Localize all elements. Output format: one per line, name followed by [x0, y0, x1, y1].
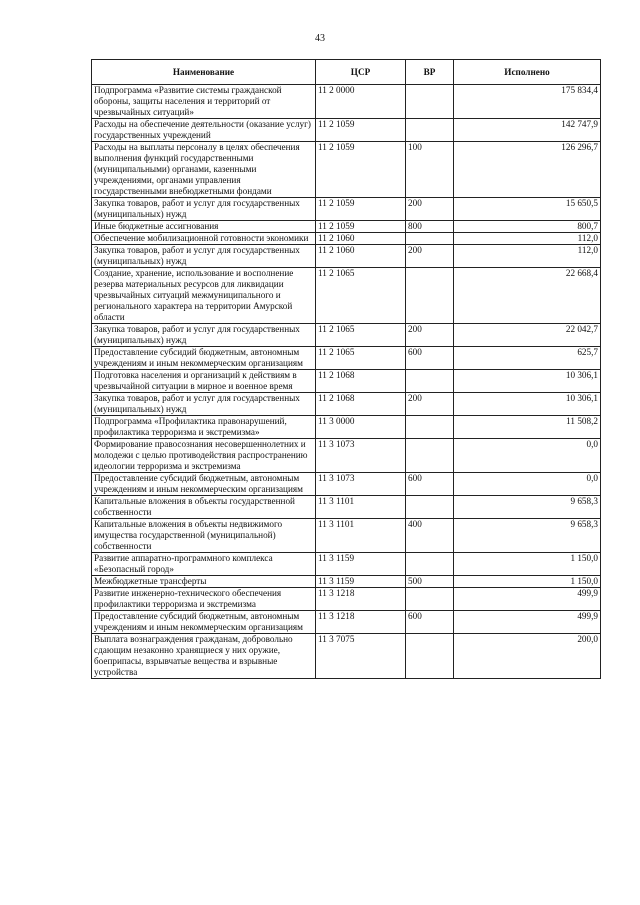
table-row — [92, 553, 601, 576]
header-vr: ВР — [406, 60, 454, 85]
row-name: Обеспечение мобилизационной готовности экономики — [92, 233, 316, 245]
row-vr — [406, 268, 454, 324]
row-amount: 499,9 — [454, 611, 601, 634]
row-code: 11 3 1101 — [316, 519, 406, 553]
row-name: Предоставление субсидий бюджетным, автономным учреждениям и иным некоммерческим организациям — [92, 347, 316, 370]
row-amount: 499,9 — [454, 588, 601, 611]
row-name: Подпрограмма «Профилактика правонарушений, профилактика терроризма и экстремизма» — [92, 416, 316, 439]
row-amount: 9 658,3 — [454, 519, 601, 553]
row-amount: 10 306,1 — [454, 393, 601, 416]
table-row — [92, 393, 601, 416]
table-row — [92, 119, 601, 142]
table-row — [92, 439, 601, 473]
row-code: 11 3 1159 — [316, 553, 406, 576]
row-vr: 200 — [406, 245, 454, 268]
row-amount: 126 296,7 — [454, 142, 601, 198]
row-amount: 0,0 — [454, 473, 601, 496]
row-code: 11 2 1068 — [316, 370, 406, 393]
row-code: 11 3 1218 — [316, 588, 406, 611]
row-vr — [406, 416, 454, 439]
table-row — [92, 634, 601, 679]
table-row — [92, 85, 601, 119]
row-name: Закупка товаров, работ и услуг для государственных (муниципальных) нужд — [92, 198, 316, 221]
row-amount: 1 150,0 — [454, 576, 601, 588]
row-vr: 600 — [406, 473, 454, 496]
row-name: Закупка товаров, работ и услуг для государственных (муниципальных) нужд — [92, 324, 316, 347]
table-row — [92, 588, 601, 611]
row-amount: 625,7 — [454, 347, 601, 370]
table-row — [92, 268, 601, 324]
row-name: Иные бюджетные ассигнования — [92, 221, 316, 233]
row-amount: 11 508,2 — [454, 416, 601, 439]
row-code: 11 2 1059 — [316, 221, 406, 233]
table-row — [92, 416, 601, 439]
table-header-row — [92, 60, 601, 85]
table-row — [92, 142, 601, 198]
table-row — [92, 473, 601, 496]
row-code: 11 2 1059 — [316, 142, 406, 198]
row-vr — [406, 85, 454, 119]
row-code: 11 3 0000 — [316, 416, 406, 439]
header-code: ЦСР — [316, 60, 406, 85]
row-code: 11 2 1068 — [316, 393, 406, 416]
row-vr: 100 — [406, 142, 454, 198]
row-name: Предоставление субсидий бюджетным, автономным учреждениям и иным некоммерческим организациям — [92, 473, 316, 496]
page-number: 43 — [315, 33, 325, 44]
row-name: Подпрограмма «Развитие системы гражданской обороны, защиты населения и территорий от чрезвычайных ситуаций» — [92, 85, 316, 119]
row-code: 11 3 1073 — [316, 439, 406, 473]
table-row — [92, 370, 601, 393]
row-amount: 22 668,4 — [454, 268, 601, 324]
table-row — [92, 611, 601, 634]
row-amount: 800,7 — [454, 221, 601, 233]
row-name: Создание, хранение, использование и восполнение резерва материальных ресурсов для ликвидации чрезвычайных ситуаций межмуниципального и регионального характера на территории Амурской области — [92, 268, 316, 324]
row-amount: 0,0 — [454, 439, 601, 473]
row-code: 11 2 1065 — [316, 347, 406, 370]
row-amount: 112,0 — [454, 245, 601, 268]
row-amount: 9 658,3 — [454, 496, 601, 519]
row-vr — [406, 553, 454, 576]
row-vr — [406, 439, 454, 473]
table-row — [92, 324, 601, 347]
row-code: 11 2 1060 — [316, 245, 406, 268]
row-name: Межбюджетные трансферты — [92, 576, 316, 588]
row-name: Формирование правосознания несовершеннолетних и молодежи с целью противодействия распространению идеологии терроризма и экстремизма — [92, 439, 316, 473]
row-name: Развитие аппаратно-программного комплекса «Безопасный город» — [92, 553, 316, 576]
row-code: 11 3 7075 — [316, 634, 406, 679]
row-amount: 1 150,0 — [454, 553, 601, 576]
row-vr: 400 — [406, 519, 454, 553]
row-vr — [406, 233, 454, 245]
row-vr — [406, 119, 454, 142]
table-body — [92, 85, 601, 679]
row-code: 11 2 1065 — [316, 324, 406, 347]
row-name: Расходы на выплаты персоналу в целях обеспечения выполнения функций государственными (муниципальными) органами, казенными учреждениями, органами управления государственными внебюджетными фондами — [92, 142, 316, 198]
row-code: 11 3 1159 — [316, 576, 406, 588]
row-vr: 500 — [406, 576, 454, 588]
row-code: 11 2 1059 — [316, 119, 406, 142]
row-name: Капитальные вложения в объекты государственной собственности — [92, 496, 316, 519]
row-amount: 112,0 — [454, 233, 601, 245]
table-row — [92, 221, 601, 233]
row-vr — [406, 588, 454, 611]
row-amount: 175 834,4 — [454, 85, 601, 119]
budget-table — [91, 59, 601, 679]
row-code: 11 2 1065 — [316, 268, 406, 324]
table-row — [92, 519, 601, 553]
row-name: Выплата вознаграждения гражданам, добровольно сдающим незаконно хранящиеся у них оружие, боеприпасы, взрывчатые вещества и взрывные устройства — [92, 634, 316, 679]
table-row — [92, 576, 601, 588]
row-name: Расходы на обеспечение деятельности (оказание услуг) государственных учреждений — [92, 119, 316, 142]
table-row — [92, 245, 601, 268]
row-vr — [406, 370, 454, 393]
row-vr: 200 — [406, 198, 454, 221]
header-amount: Исполнено — [454, 60, 601, 85]
row-code: 11 2 0000 — [316, 85, 406, 119]
row-name: Закупка товаров, работ и услуг для государственных (муниципальных) нужд — [92, 393, 316, 416]
row-name: Капитальные вложения в объекты недвижимого имущества государственной (муниципальной) собственности — [92, 519, 316, 553]
row-code: 11 3 1218 — [316, 611, 406, 634]
row-amount: 142 747,9 — [454, 119, 601, 142]
header-name: Наименование — [92, 60, 316, 85]
row-amount: 22 042,7 — [454, 324, 601, 347]
row-code: 11 2 1060 — [316, 233, 406, 245]
row-name: Предоставление субсидий бюджетным, автономным учреждениям и иным некоммерческим организациям — [92, 611, 316, 634]
row-name: Развитие инженерно-технического обеспечения профилактики терроризма и экстремизма — [92, 588, 316, 611]
row-vr: 600 — [406, 347, 454, 370]
table-row — [92, 198, 601, 221]
row-name: Закупка товаров, работ и услуг для государственных (муниципальных) нужд — [92, 245, 316, 268]
row-amount: 15 650,5 — [454, 198, 601, 221]
row-name: Подготовка населения и организаций к действиям в чрезвычайной ситуации в мирное и военное время — [92, 370, 316, 393]
row-code: 11 3 1101 — [316, 496, 406, 519]
row-amount: 200,0 — [454, 634, 601, 679]
table-row — [92, 347, 601, 370]
row-code: 11 3 1073 — [316, 473, 406, 496]
row-vr: 800 — [406, 221, 454, 233]
row-vr — [406, 634, 454, 679]
row-amount: 10 306,1 — [454, 370, 601, 393]
row-code: 11 2 1059 — [316, 198, 406, 221]
row-vr: 200 — [406, 393, 454, 416]
row-vr: 600 — [406, 611, 454, 634]
row-vr — [406, 496, 454, 519]
table-row — [92, 233, 601, 245]
table-row — [92, 496, 601, 519]
row-vr: 200 — [406, 324, 454, 347]
